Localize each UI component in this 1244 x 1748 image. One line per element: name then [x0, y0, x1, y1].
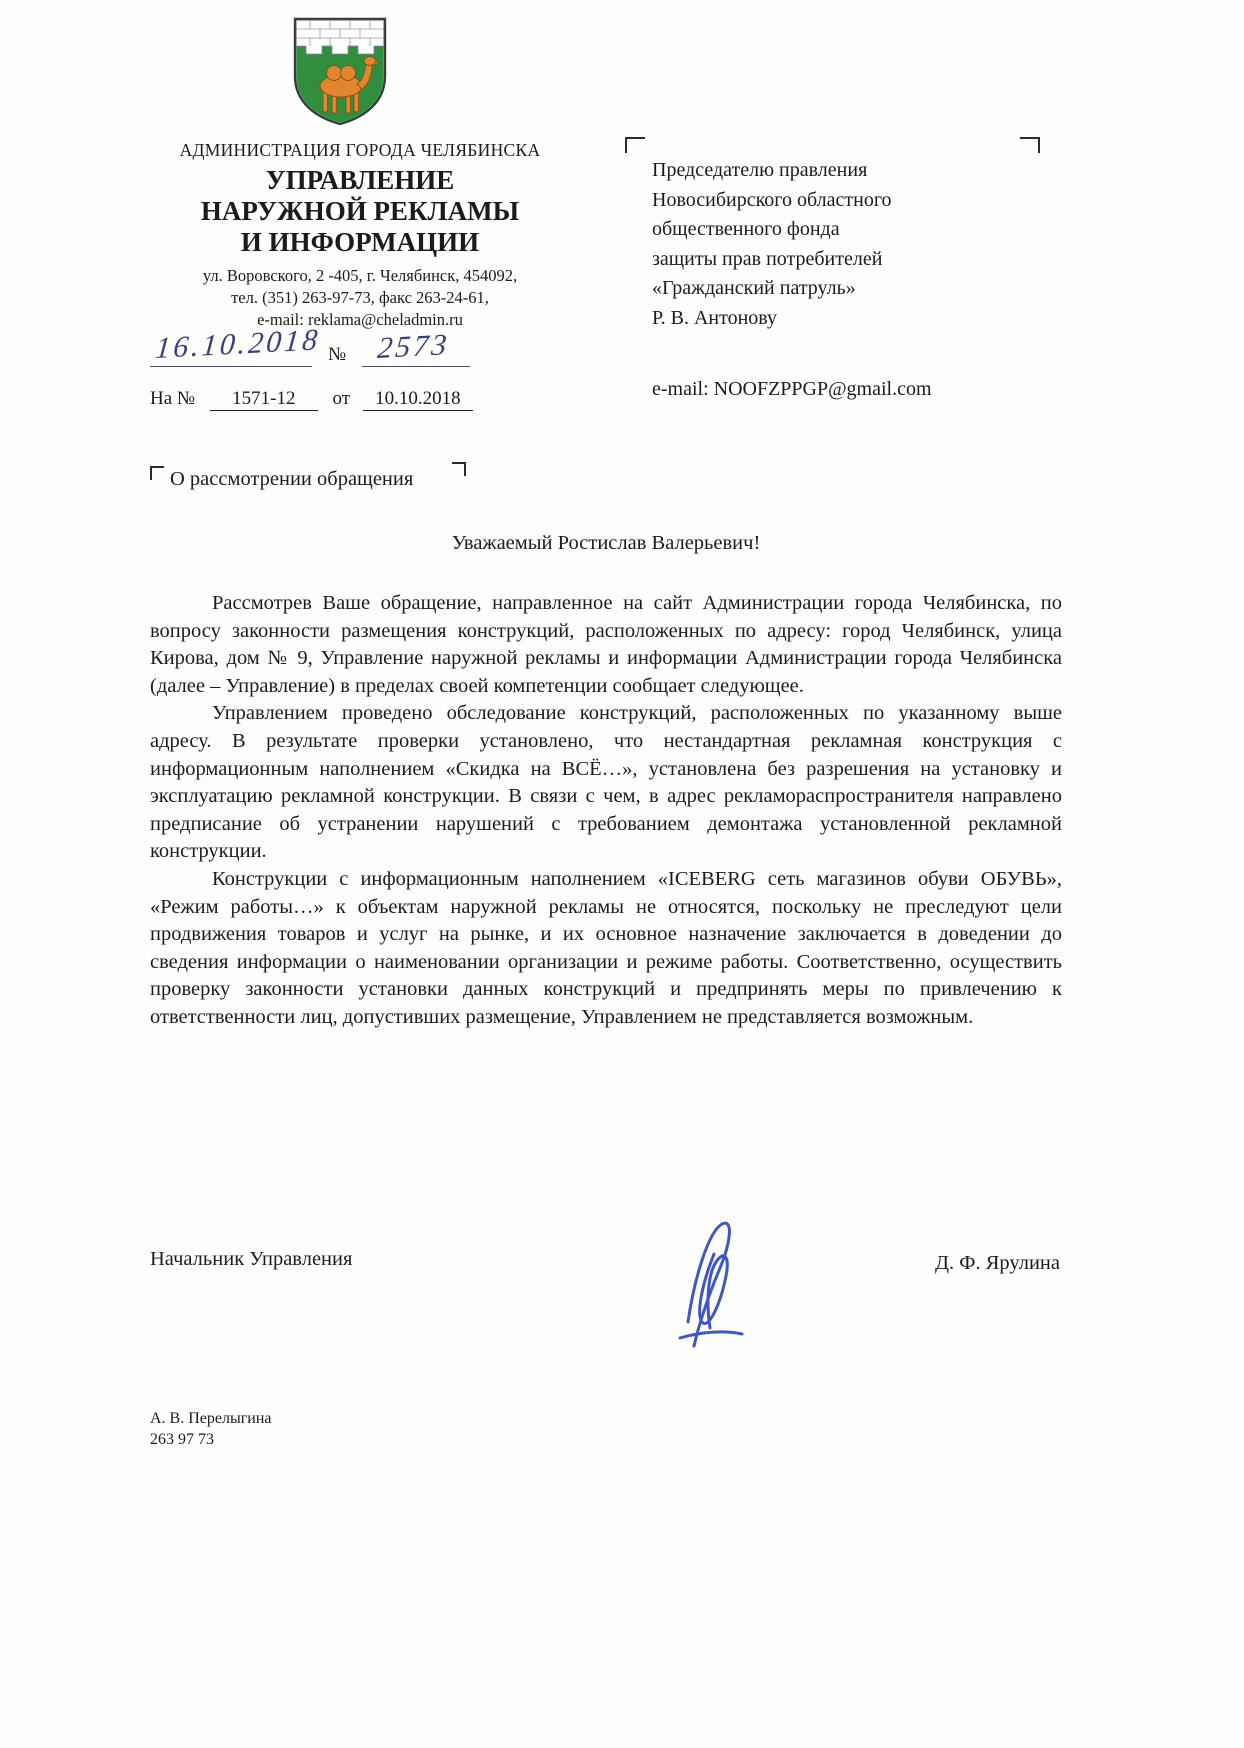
ref-from-label: от	[332, 388, 351, 409]
body-paragraph: Управлением проведено обследование конструкций, расположенных по указанному выше адресу. В результате проверки установлено, что нестандартная рекламная конструкция с информационным наполнением «Скидка на ВСЁ…», установлена без разрешения на установку и эксплуатацию рекламной конструкции. В связи с чем, в адрес рекламораспространителя направлено предписание об устранении нарушений с требованием демонтажа установленной рекламной конструкции.	[150, 702, 1062, 863]
addressee-line: Новосибирского областного	[652, 188, 892, 211]
letterhead-org-name-2: НАРУЖНОЙ РЕКЛАМЫ	[200, 196, 520, 226]
executor-phone: 263 97 73	[150, 1431, 214, 1448]
executor-name: А. В. Перелыгина	[150, 1410, 272, 1427]
subject-line: О рассмотрении обращения	[170, 468, 414, 490]
handwritten-outgoing-number: 2573	[376, 328, 451, 365]
letterhead-administration: АДМИНИСТРАЦИЯ ГОРОДА ЧЕЛЯБИНСКА	[179, 140, 541, 160]
signature-icon	[650, 1210, 780, 1360]
addressee-line: защиты прав потребителей	[652, 247, 883, 270]
addressee-line: Р. В. Антонову	[652, 306, 778, 329]
handwritten-signature	[650, 1210, 780, 1360]
corner-mark-addressee-right	[1020, 137, 1040, 153]
corner-mark-subject-left	[150, 466, 164, 480]
corner-mark-addressee-left	[625, 137, 645, 153]
signer-position: Начальник Управления	[150, 1248, 353, 1270]
letterhead-org-name-1: УПРАВЛЕНИЕ	[265, 165, 455, 195]
body-paragraph: Рассмотрев Ваше обращение, направленное на сайт Администрации города Челябинска, по вопросу законности размещения конструкций, расположенных по адресу: город Челябинск, улица Кирова, дом № 9, Управление наружной рекламы и информации Администрации города Челябинска (далее – Управление) в пределах своей компетенции сообщает следующее.	[150, 592, 1062, 697]
emblem-coat-of-arms	[289, 16, 391, 126]
letterhead-phone-fax: тел. (351) 263-97-73, факс 263-24-61,	[231, 288, 489, 307]
ref-date: 10.10.2018	[363, 388, 473, 411]
addressee-line: «Гражданский патруль»	[652, 277, 856, 299]
letter-body	[150, 590, 1062, 1032]
ref-prefix: На №	[150, 388, 196, 409]
chelyabinsk-emblem-icon	[289, 16, 391, 126]
addressee-line: Председателю правления	[652, 159, 868, 181]
handwritten-outgoing-date: 16.10.2018	[154, 323, 322, 365]
addressee-email: e-mail: NOOFZPPGP@gmail.com	[652, 378, 932, 400]
ref-number: 1571-12	[210, 388, 318, 411]
letterhead-org-name-3: И ИНФОРМАЦИИ	[240, 227, 480, 257]
body-paragraph: Конструкции с информационным наполнением «ICEBERG сеть магазинов обуви ОБУВЬ», «Режим работы…» к объектам наружной рекламы не относятся, поскольку не преследуют цели продвижения товаров и услуг на рынке, и их основное назначение заключается в доведении до сведения информации о наименовании организации и режиме работы. Соответственно, осуществить проверку законности установки данных конструкций и предпринять меры по привлечению к ответственности лиц, допустивших размещение, Управлением не представляется возможным.	[150, 867, 1062, 1028]
addressee-line: общественного фонда	[652, 218, 840, 240]
letterhead-email: e-mail: reklama@cheladmin.ru	[257, 310, 463, 329]
letterhead-address: ул. Воровского, 2 -405, г. Челябинск, 454092,	[202, 266, 518, 285]
outgoing-number-line	[362, 328, 470, 367]
number-sign-label: №	[328, 344, 347, 365]
addressee-block	[652, 156, 1052, 333]
salutation: Уважаемый Ростислав Валерьевич!	[451, 532, 761, 554]
signer-name: Д. Ф. Ярулина	[935, 1252, 1060, 1274]
reference-line	[150, 388, 473, 411]
corner-mark-subject-right	[452, 462, 466, 476]
outgoing-date-line	[150, 323, 322, 367]
